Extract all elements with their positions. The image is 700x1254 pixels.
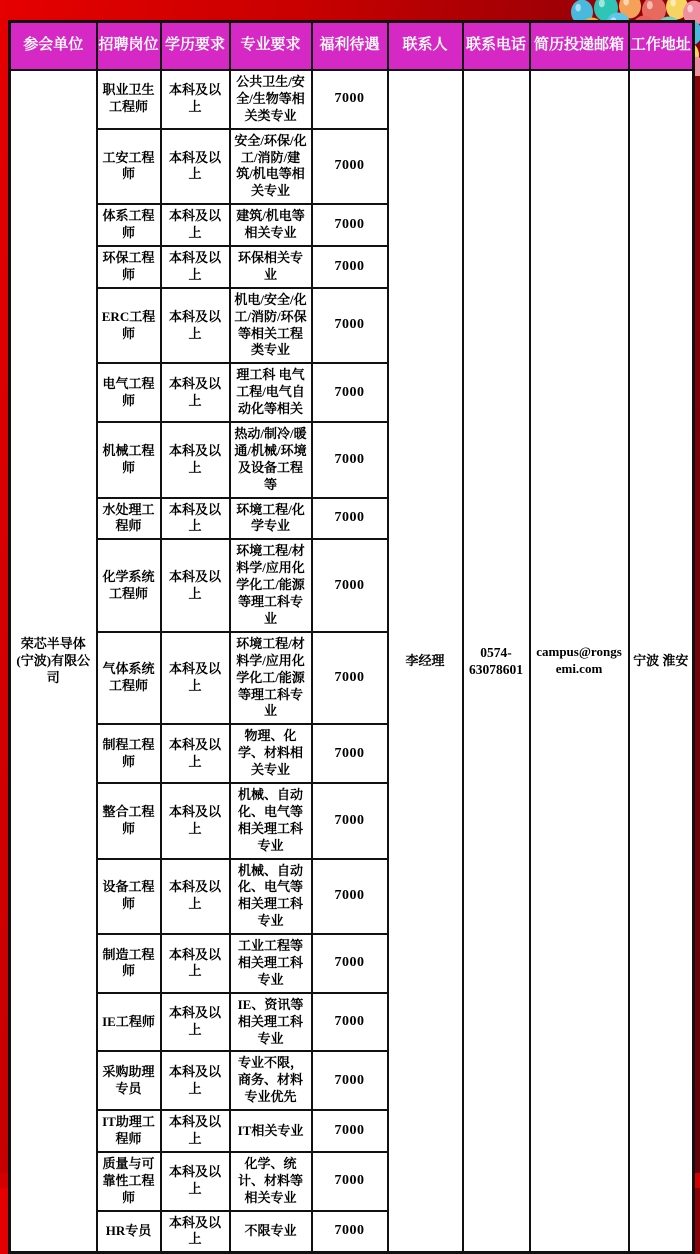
education-cell: 本科及以上 — [161, 422, 230, 498]
major-cell: 机械、自动化、电气等相关理工科专业 — [230, 783, 312, 859]
salary-cell: 7000 — [312, 632, 388, 724]
position-cell: 工安工程师 — [97, 129, 161, 205]
major-cell: 不限专业 — [230, 1211, 312, 1253]
position-cell: 机械工程师 — [97, 422, 161, 498]
position-cell: 制造工程师 — [97, 934, 161, 993]
column-header-4: 专业要求 — [230, 22, 312, 71]
position-cell: 整合工程师 — [97, 783, 161, 859]
major-cell: 物理、化学、材料相关专业 — [230, 724, 312, 783]
position-cell: 质量与可靠性工程师 — [97, 1152, 161, 1211]
company-name-cell: 荣芯半导体(宁波)有限公司 — [10, 70, 97, 1253]
major-cell: IT相关专业 — [230, 1110, 312, 1152]
salary-cell: 7000 — [312, 129, 388, 205]
major-cell: 公共卫生/安全/生物等相关类专业 — [230, 70, 312, 129]
major-cell: 工业工程等相关理工科专业 — [230, 934, 312, 993]
salary-cell: 7000 — [312, 498, 388, 540]
column-header-3: 学历要求 — [161, 22, 230, 71]
contact-person-cell: 李经理 — [388, 70, 463, 1253]
position-cell: 制程工程师 — [97, 724, 161, 783]
salary-cell: 7000 — [312, 783, 388, 859]
major-cell: 环境工程/材料学/应用化学化工/能源等理工科专业 — [230, 539, 312, 631]
position-cell: 化学系统工程师 — [97, 539, 161, 631]
education-cell: 本科及以上 — [161, 783, 230, 859]
position-cell: 电气工程师 — [97, 363, 161, 422]
salary-cell: 7000 — [312, 1211, 388, 1253]
salary-cell: 7000 — [312, 1051, 388, 1110]
education-cell: 本科及以上 — [161, 1152, 230, 1211]
major-cell: 热动/制冷/暖通/机械/环境及设备工程等 — [230, 422, 312, 498]
education-cell: 本科及以上 — [161, 859, 230, 935]
salary-cell: 7000 — [312, 246, 388, 288]
salary-cell: 7000 — [312, 204, 388, 246]
salary-cell: 7000 — [312, 724, 388, 783]
salary-cell: 7000 — [312, 422, 388, 498]
education-cell: 本科及以上 — [161, 632, 230, 724]
education-cell: 本科及以上 — [161, 1211, 230, 1253]
education-cell: 本科及以上 — [161, 246, 230, 288]
salary-cell: 7000 — [312, 859, 388, 935]
contact-email-cell: campus@rongsemi.com — [530, 70, 629, 1253]
job-row — [10, 70, 694, 129]
major-cell: 环境工程/化学专业 — [230, 498, 312, 540]
major-cell: 化学、统计、材料等相关专业 — [230, 1152, 312, 1211]
column-header-9: 工作地址 — [629, 22, 694, 71]
education-cell: 本科及以上 — [161, 498, 230, 540]
position-cell: ERC工程师 — [97, 288, 161, 364]
education-cell: 本科及以上 — [161, 1051, 230, 1110]
column-header-8: 简历投递邮箱 — [530, 22, 629, 71]
education-cell: 本科及以上 — [161, 288, 230, 364]
position-cell: 职业卫生工程师 — [97, 70, 161, 129]
position-cell: HR专员 — [97, 1211, 161, 1253]
education-cell: 本科及以上 — [161, 724, 230, 783]
salary-cell: 7000 — [312, 363, 388, 422]
major-cell: 机械、自动化、电气等相关理工科专业 — [230, 859, 312, 935]
position-cell: 采购助理专员 — [97, 1051, 161, 1110]
major-cell: 环境工程/材料学/应用化学化工/能源等理工科专业 — [230, 632, 312, 724]
salary-cell: 7000 — [312, 1110, 388, 1152]
major-cell: 机电/安全/化工/消防/环保等相关工程类专业 — [230, 288, 312, 364]
recruitment-table — [8, 20, 695, 1254]
position-cell: IT助理工程师 — [97, 1110, 161, 1152]
education-cell: 本科及以上 — [161, 204, 230, 246]
education-cell: 本科及以上 — [161, 363, 230, 422]
education-cell: 本科及以上 — [161, 539, 230, 631]
contact-phone-cell: 0574-63078601 — [463, 70, 530, 1253]
position-cell: 体系工程师 — [97, 204, 161, 246]
salary-cell: 7000 — [312, 993, 388, 1052]
position-cell: 设备工程师 — [97, 859, 161, 935]
education-cell: 本科及以上 — [161, 934, 230, 993]
education-cell: 本科及以上 — [161, 1110, 230, 1152]
column-header-1: 参会单位 — [10, 22, 97, 71]
position-cell: 环保工程师 — [97, 246, 161, 288]
salary-cell: 7000 — [312, 1152, 388, 1211]
position-cell: 气体系统工程师 — [97, 632, 161, 724]
education-cell: 本科及以上 — [161, 70, 230, 129]
column-header-6: 联系人 — [388, 22, 463, 71]
column-header-2: 招聘岗位 — [97, 22, 161, 71]
recruitment-table-wrap — [8, 20, 695, 1254]
work-location-cell: 宁波 淮安 — [629, 70, 694, 1253]
education-cell: 本科及以上 — [161, 129, 230, 205]
position-cell: 水处理工程师 — [97, 498, 161, 540]
column-header-5: 福利待遇 — [312, 22, 388, 71]
salary-cell: 7000 — [312, 539, 388, 631]
major-cell: 环保相关专业 — [230, 246, 312, 288]
major-cell: IE、资讯等相关理工科专业 — [230, 993, 312, 1052]
salary-cell: 7000 — [312, 70, 388, 129]
major-cell: 专业不限，商务、材料专业优先 — [230, 1051, 312, 1110]
position-cell: IE工程师 — [97, 993, 161, 1052]
major-cell: 安全/环保/化工/消防/建筑/机电等相关专业 — [230, 129, 312, 205]
table-header-row — [10, 22, 694, 71]
column-header-7: 联系电话 — [463, 22, 530, 71]
major-cell: 建筑/机电等相关专业 — [230, 204, 312, 246]
education-cell: 本科及以上 — [161, 993, 230, 1052]
salary-cell: 7000 — [312, 288, 388, 364]
salary-cell: 7000 — [312, 934, 388, 993]
major-cell: 理工科 电气工程/电气自动化等相关 — [230, 363, 312, 422]
